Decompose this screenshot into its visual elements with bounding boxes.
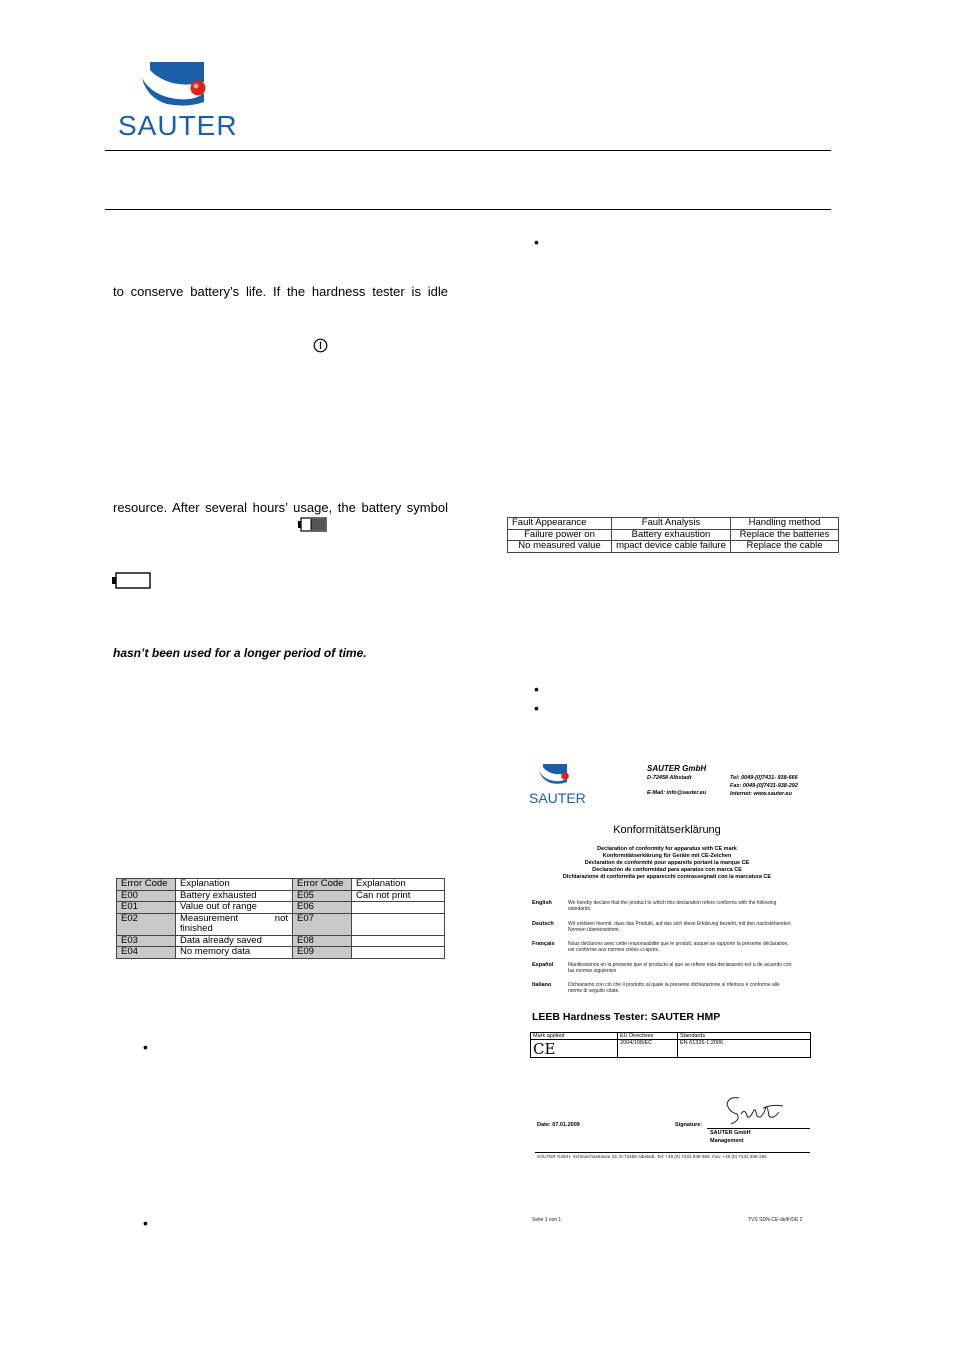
signature-icon (723, 1090, 793, 1130)
table-cell: E03 (117, 935, 176, 947)
power-icon (313, 338, 328, 353)
table-row (508, 518, 839, 530)
lang-text: Wir erklären hiermit, dass das Produkt, auf das sich diese Erklärung bezieht, mit den nachstehenden Normen übereinstimmt. (568, 921, 791, 933)
declaration-email: E-Mail: info@sauter.eu (647, 790, 707, 796)
table-header-cell: Standards (678, 1033, 811, 1040)
declaration-subtitle: Declaración de conformidad para aparatos con marca CE (592, 867, 742, 873)
table-cell: E04 (117, 947, 176, 959)
table-cell: Replace the batteries (731, 529, 839, 541)
table-cell (176, 913, 293, 935)
table-header-cell: Explanation (352, 879, 445, 891)
declaration-fax: Fax: 0049-[0]7431-938-292 (730, 783, 798, 789)
table-header-cell: Fault Analysis (612, 518, 731, 530)
declaration-logo-text: SAUTER (529, 790, 586, 806)
sauter-logo-text: SAUTER (118, 110, 238, 141)
lang-label: English (532, 900, 552, 906)
table-header-cell: Handling method (731, 518, 839, 530)
declaration-subtitle: Dichiarazione di conformitá per apparecchi contrassegnati con la marcatura CE (562, 874, 772, 880)
lang-label: Italiano (532, 982, 552, 988)
signer-role: Management (710, 1138, 744, 1144)
declaration-subtitle: Konformitätserklärung für Geräte mit CE-Zeichen (602, 853, 732, 859)
table-cell (352, 913, 445, 935)
table-row (117, 935, 445, 947)
lang-text: Nous déclarons avec cette responsabilité que le produit, auquel se rapporte la présente déclaration, est conforme aux normes citées ci-après. (568, 941, 789, 953)
declaration-date: Date: 07.01.2009 (537, 1122, 580, 1128)
table-header-cell: Fault Appearance (508, 518, 612, 530)
bullet-point: • (534, 700, 539, 716)
bullet-point: • (143, 1039, 148, 1055)
text-long-period-note: hasn’t been used for a longer period of time. (113, 646, 367, 660)
declaration-of-conformity (527, 758, 817, 1233)
table-row (117, 902, 445, 914)
lang-label: Español (532, 962, 554, 968)
battery-empty-icon (112, 572, 152, 589)
table-cell (352, 947, 445, 959)
table-row (508, 541, 839, 553)
sauter-logo-mark (527, 762, 597, 792)
table-cell: E06 (293, 902, 352, 914)
table-header-cell: EU Directives (618, 1033, 678, 1040)
ce-mark-icon: CE (531, 1040, 618, 1058)
table-cell: Battery exhausted (176, 890, 293, 902)
table-header-cell: Error Code (117, 879, 176, 891)
declaration-footer: SAUTER GmbH, Schmiechastrasse 33, D-72458 Albstadt, Tel: +49 (0) 7431 938-666, Fax: +49 (0) 7431 938-292 (537, 1154, 767, 1159)
bullet-point: • (143, 1215, 148, 1231)
table-cell-text: not (274, 912, 288, 924)
table-row (531, 1033, 811, 1040)
table-header-cell: Explanation (176, 879, 293, 891)
header-rule-bottom (105, 209, 831, 210)
declaration-ref: TVS SDN-CE-de/fr/DE 2 (748, 1217, 803, 1223)
table-header-cell: Error Code (293, 879, 352, 891)
signature-label: Signature: (675, 1122, 703, 1128)
signer-company: SAUTER GmbH (710, 1130, 751, 1136)
text-battery-life: to conserve battery’s life. If the hardness tester is idle (113, 284, 448, 299)
text-battery-resource: resource. After several hours’ usage, the battery symbol (113, 500, 448, 515)
table-cell: 2004/108/EC (618, 1040, 678, 1058)
table-cell: Data already saved (176, 935, 293, 947)
table-cell: E05 (293, 890, 352, 902)
table-cell: E01 (117, 902, 176, 914)
table-row (117, 947, 445, 959)
signature-line (707, 1128, 810, 1129)
declaration-tel: Tel: 0049-[0]7431- 938-666 (730, 775, 798, 781)
table-cell: E00 (117, 890, 176, 902)
table-row (531, 1040, 811, 1058)
lang-label: Deutsch (532, 921, 554, 927)
lang-text: Manifestamos en la presente que el producto al que se refiere esta declaración est´a de acuerdo con las normas siguientes (568, 962, 792, 974)
fault-table (507, 517, 839, 553)
table-cell: Battery exhaustion (612, 529, 731, 541)
error-code-table (116, 878, 445, 959)
table-row (117, 913, 445, 935)
table-cell-text: finished (180, 923, 213, 934)
table-row (117, 890, 445, 902)
table-cell: Failure power on (508, 529, 612, 541)
table-cell (352, 935, 445, 947)
declaration-page: Seite 1 von 1 (532, 1217, 562, 1223)
table-row (117, 879, 445, 891)
table-cell: No memory data (176, 947, 293, 959)
table-cell: E07 (293, 913, 352, 935)
table-cell: mpact device cable failure (612, 541, 731, 553)
declaration-internet: Internet: www.sauter.eu (730, 791, 792, 797)
declaration-subtitle: Déclaration de conformité pour appareils portant la marque CE (584, 860, 750, 866)
battery-half-icon (298, 517, 328, 532)
declaration-company: SAUTER GmbH (647, 764, 707, 773)
declaration-product: LEEB Hardness Tester: SAUTER HMP (532, 1011, 721, 1023)
declaration-address: D-72458 Albstadt (647, 775, 692, 781)
lang-label: Français (532, 941, 555, 947)
table-cell: No measured value (508, 541, 612, 553)
bullet-point: • (534, 234, 539, 250)
table-cell-text: Measurement (180, 912, 239, 924)
table-cell: E08 (293, 935, 352, 947)
declaration-subtitle: Declaration of conformity for apparatus with CE mark (597, 846, 737, 852)
table-cell: EN 61326-1:2006 (678, 1040, 811, 1058)
bullet-point: • (534, 681, 539, 697)
lang-text: Dichiariamo con ciò che il prodotto al quale la presente dichiarazione si riferisce è conforme alle norme di seguito citate. (568, 982, 780, 994)
table-cell: Replace the cable (731, 541, 839, 553)
directives-table (530, 1032, 811, 1058)
declaration-logo (527, 762, 597, 804)
declaration-title: Konformitätserklärung (613, 824, 721, 836)
table-cell: Can not print (352, 890, 445, 902)
table-cell: E02 (117, 913, 176, 935)
table-cell: E09 (293, 947, 352, 959)
table-row (508, 529, 839, 541)
table-cell: Value out of range (176, 902, 293, 914)
lang-text: We hereby declare that the product to which this declaration refers conforms with the following standards. (568, 900, 777, 912)
sauter-logo (112, 58, 247, 146)
table-cell (352, 902, 445, 914)
table-header-cell: Mark applied (531, 1033, 618, 1040)
declaration-footer-rule (535, 1152, 810, 1153)
header-rule-top (105, 150, 831, 151)
